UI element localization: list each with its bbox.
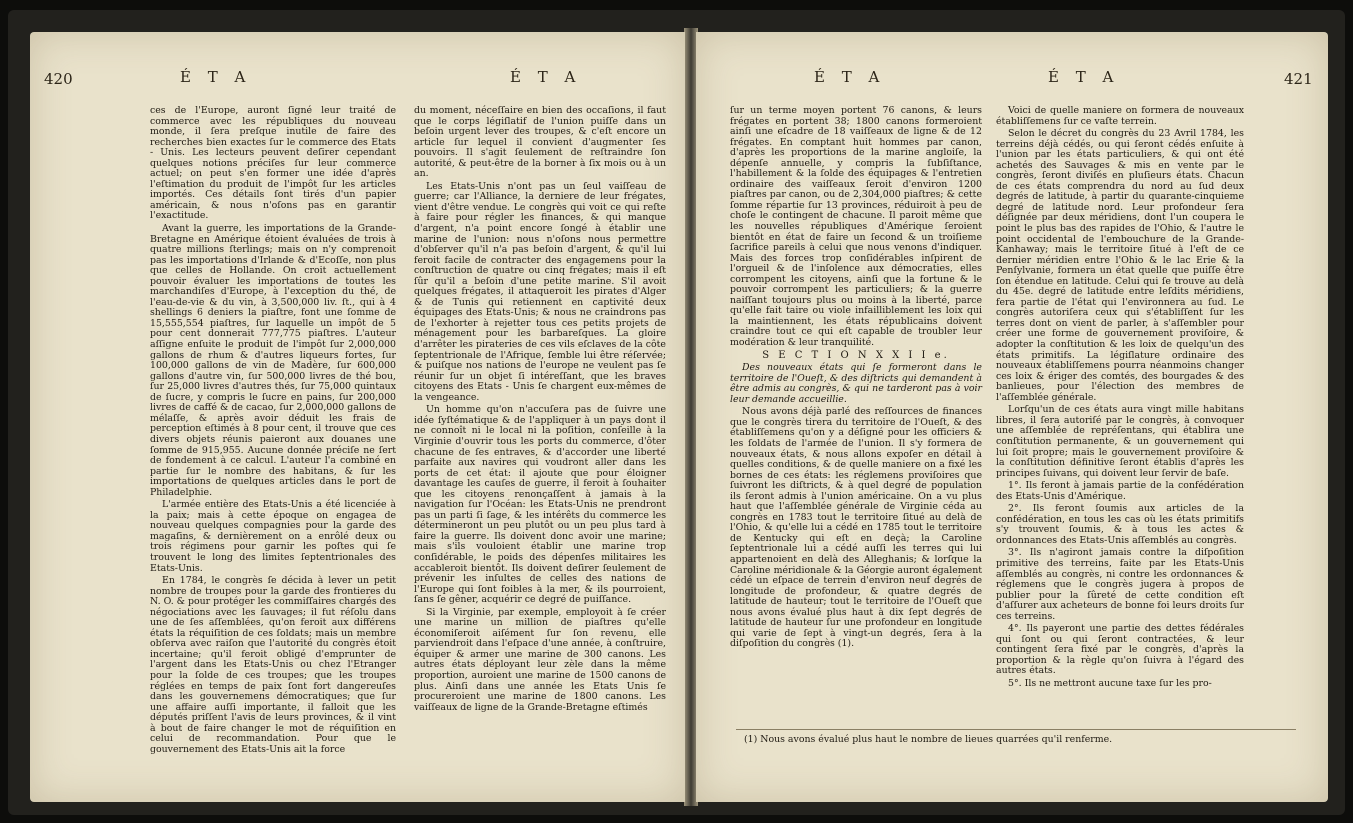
paragraph: Voici de quelle maniere on formera de nouveaux établiſſemens ſur ce vaſte terrein. (996, 105, 1244, 127)
section-summary: Des nouveaux états qui ſe formeront dans le territoire de l'Oueſt, & des diſtricts qui demandent à être admis au congrès, & qui ne tarderont pas à voir leur demande accueillie. (730, 362, 982, 405)
book-spread (8, 10, 1345, 815)
footnote: (1) Nous avons évalué plus haut le nombre de lieues quarrées qu'il renferme. (744, 734, 1113, 745)
paragraph: 3°. Ils n'agiront jamais contre la diſpoſition primitive des terreins, faite par les Etats-Unis aſſemblés au congrès, ni contre les ordonnances & réglemens que le congrès jugera à propos de publier pour la ſûreté de cette condition eſt d'aſſurer aux acheteurs de bonne foi leurs droits ſur ces terreins. (996, 547, 1244, 622)
paragraph: En 1784, le congrès ſe décida à lever un petit nombre de troupes pour la garde des frontieres du N. O. & pour protéger les commiſſaires chargés des négociations avec les ſauvages; il fut réſolu dans une de ſes aſſemblées, qu'on feroit aux différens états la réquiſition de ces ſoldats; mais un membre obſerva avec raiſon que l'autorité du congrès étoit incertaine; qu'il feroit obligé d'emprunter de l'argent dans les Etats-Unis ou chez l'Etranger pour la ſolde de ces troupes; que les troupes réglées en temps de paix ſont fort dangereuſes dans les gouvernemens démocratiques; que ſur une affaire auſſi importante, il falloit que les députés priſſent l'avis de leurs provinces, & il vint à bout de faire changer le mot de réquiſition en celui de recommandation. Pour que le gouvernement des Etats-Unis ait la force (150, 575, 397, 755)
left-header-right: É T A (510, 68, 582, 86)
left-header-left: É T A (180, 68, 252, 86)
footnote-rule (736, 729, 1296, 730)
right-page (696, 32, 1328, 802)
paragraph: Si la Virginie, par exemple, employoit à ſe créer une marine un million de piaſtres qu'elle économiſeroit aiſément ſur ſon revenu, elle parviendroit dans l'eſpace d'une année, à conſtruire, équiper & armer une marine de 300 canons. Les autres états déployant leur zèle dans la même proportion, auroient une marine de 1500 canons de plus. Ainſi dans une année les Etats Unis ſe procureroient une marine de 1800 canons. Les vaiſſeaux de ligne de la Grande-Bretagne eſtimés (414, 606, 666, 713)
right-header-right: É T A (1048, 68, 1120, 86)
section-title: S E C T I O N X X I I e. (762, 349, 950, 361)
paragraph: L'armée entière des Etats-Unis a été licenciée à la paix; mais à cette époque on engagea de nouveau quelques compagnies pour la garde des magaſins, & dernièrement on a enrôlé deux ou trois régimens pour garnir les poſtes qui ſe trouvent le long des limites ſeptentrionales des Etats-Unis. (150, 499, 396, 574)
right-column-2 (996, 106, 1244, 726)
paragraph: 5°. Ils ne mettront aucune taxe ſur les pro- (1008, 677, 1212, 689)
paragraph: Les Etats-Unis n'ont pas un ſeul vaiſſeau de guerre; car l'Alliance, la derniere de leur frégates, vient d'être vendue. Le congrès qui voit ce qui reſte à faire pour régler les finances, & qui manque d'argent, n'a point encore ſongé à établir une marine de l'union: nous n'oſons nous permettre d'obſerver qu'il n'a pas beſoin d'argent, & qu'il lui feroit facile de contracter des engagemens pour la conſtruction de quatre ou cinq frégates; mais il eſt ſûr qu'il a beſoin d'une petite marine. S'il avoit quelques frégates, il attaqueroit les pirates d'Alger & de Tunis qui retiennent en captivité deux équipages des Etats-Unis; & nous ne craindrons pas de l'exhorter à rejetter tous ces petits projets de ménagement pour les barbareſques. La gloire d'arrêter les pirateries de ces vils eſclaves de la côte ſeptentrionale de l'Afrique, ſemble lui être réſervée; & puiſque nos nations de l'europe ne veulent pas ſe réunir ſur un objet ſi intéreſſant, que les braves citoyens des Etats - Unis ſe chargent eux-mêmes de la vengeance. (414, 180, 666, 403)
paragraph: ces de l'Europe, auront ſigné leur traité de commerce avec les républiques du nouveau monde, il ſera preſque inutile de faire des recherches bien exactes ſur le commerce des Etats - Unis. Les lecteurs peuvent deſirer cependant quelques notions préciſes ſur leur commerce actuel; on peut s'en former une idée d'après l'eſtimation du produit de l'impôt ſur les articles importés. Ces détails ſont tirés d'un papier américain, & nous n'oſons pas en garantir l'exactitude. (150, 105, 396, 222)
right-header-left: É T A (814, 68, 886, 86)
left-page (30, 32, 685, 802)
left-column-2 (414, 106, 666, 746)
left-page-number: 420 (44, 70, 73, 88)
paragraph: Avant la guerre, les importations de la Grande-Bretagne en Amérique étoient évaluées de trois à quatre millions ſterlings; mais on n'y comprenoit pas les importations d'Irlande & d'Ecoſſe, non plus que celles de Hollande. On croit actuellement pouvoir évaluer les importations de toutes les marchandiſes d'Europe, à l'exception du thé, de l'eau-de-vie & du vin, à 3,500,000 liv. ſt., qui à 4 shellings 6 deniers la piaſtre, font une ſomme de 15,555,554 piaſtres, ſur laquelle un impôt de 5 pour cent donnerait 777,775 piaſtres. L'auteur aſſigne enſuite le produit de l'impôt ſur 2,000,000 gallons de rhum & d'autres liqueurs fortes, ſur 100,000 gallons de vin de Madère, ſur 600,000 gallons d'autre vin, ſur 500,000 livres de thé bou, ſur 25,000 livres d'autres thés, ſur 75,000 quintaux de ſucre, y compris le ſucre en pains, ſur 200,000 livres de caffé & de cacao, ſur 2,000,000 gallons de mélaſſe, & après avoir déduit les frais de perception eſtimés à 8 pour cent, il trouve que ces divers objets réunis paieront aux douanes une ſomme de 915,955. Aucune donnée préciſe ne ſert de fondement à ce calcul. L'auteur l'a combiné en partie ſur le nombre des habitans, & ſur les importations de quelques articles dans le port de Philadelphie. (150, 223, 396, 498)
left-column-1 (150, 105, 397, 755)
paragraph: 2°. Ils feront ſoumis aux articles de la confédération, en tous les cas où les états primitifs s'y trouvent ſoumis, & à tous les actes & ordonnances des Etats-Unis aſſemblés au congrès. (996, 503, 1244, 546)
paragraph: Selon le décret du congrès du 23 Avril 1784, les terreins déjà cédés, ou qui ſeront cédés enſuite à l'union par les états particuliers, & qui ont été achetés des Sauvages & mis en vente par le congrès, ſeront diviſés en pluſieurs états. Chacun de ces états comprendra du nord au ſud deux degrés de latitude, à partir du quarante-cinquieme degré de latitude nord. Leur profondeur ſera déſignée par deux méridiens, dont l'un coupera le point le plus bas des rapides de l'Ohio, & l'autre le point occidental de l'embouchure de la Grande-Kanhaway; mais le territoire ſitué à l'eſt de ce dernier méridien entre l'Ohio & le lac Erie & la Penſylvanie, formera un état quelle que puiſſe être ſon étendue en latitude. Celui qui ſe trouve au delà du 45e. degré de latitude entre leſdits méridiens, fera partie de l'état qui l'environnera au ſud. Le congrès autoriſera ceux qui s'établiſſent ſur les terres dont on vient de parler, à s'aſſembler pour créer une forme de gouvernement proviſoire, & adopter la conſtitution & les loix de quelqu'un des états primitifs. La légiſlature ordinaire des nouveaux établiſſemens pourra néanmoins changer ces loix & ériger des comtés, des bourgades & des banlieues, pour l'élection des membres de l'aſſemblée générale. (996, 128, 1244, 403)
paragraph: 1°. Ils feront à jamais partie de la confédération des Etats-Unis d'Amérique. (996, 480, 1244, 502)
paragraph: Un homme qu'on n'accuſera pas de ſuivre une idée ſyſtématique & de l'appliquer à un pays dont il ne connoît ni le local ni la poſition, conſeille à la Virginie d'ouvrir tous les ports du commerce, d'ôter chacune de ſes entraves, & d'accorder une liberté parfaite aux navires qui voudront aller dans les ports de cet état: il ajoute que pour éloigner davantage les cauſes de guerre, il feroit à ſouhaiter que les citoyens renonçaſſent à jamais à la navigation ſur l'Océan: les Etats-Unis ne prendront pas un parti ſi ſage, & les intérêts du commerce les détermineront un peu plutôt ou un peu plus tard à faire la guerre. Ils doivent donc avoir une marine; mais s'ils vouloient établir une marine trop conſidérable, le poids des dépenſes militaires les accableroit bientôt. Ils doivent deſirer ſeulement de prévenir les inſultes de celles des nations de l'Europe qui ſont foibles à la mer, & ils pourroient, ſans ſe gêner, acquérir ce degré de puiſſance. (414, 404, 666, 606)
paragraph: 4°. Ils payeront une partie des dettes fédérales qui ſont ou qui ſeront contractées, & leur contingent ſera fixé par le congrès, d'après la proportion & la règle qu'on ſuivra à l'égard des autres états. (996, 623, 1244, 677)
paragraph: du moment, néceſſaire en bien des occaſions, il faut que le corps légiſlatif de l'union puiſſe dans un beſoin urgent lever des troupes, & c'eſt encore un article ſur lequel il convient d'augmenter ſes pouvoirs. Il s'agit ſeulement de reſtraindre ſon autorité, & peut-être de la borner à ſix mois ou à un an. (414, 105, 666, 180)
paragraph: ſur un terme moyen portent 76 canons, & leurs frégates en portent 38; 1800 canons formeroient ainſi une eſcadre de 18 vaiſſeaux de ligne & de 12 frégates. En comptant huit hommes par canon, d'après les proportions de la marine angloiſe, la dépenſe annuelle, y compris la ſubſiſtance, l'habillement & la ſolde des équipages & l'entretien ordinaire des vaiſſeaux ſeroit d'environ 1200 piaſtres par canon, ou de 2,304,000 piaſtres; & cette ſomme répartie ſur 13 provinces, réduiroit à peu de choſe le contingent de chacune. Il paroit même que les nouvelles républiques d'Amérique ſeroient bientôt en état de faire un ſecond & un troiſieme ſacrifice pareils à celui que nous venons d'indiquer. Mais des forces trop conſidérables inſpirent de l'orgueil & de l'inſolence aux démocraties, elles corrompent les citoyens, ainſi que la fortune & le pouvoir corrompent les particuliers; & la guerre naiſſant toujours plus ou moins à la liberté, parce qu'elle fait taire ou viole infailliblement les loix qui la maintiennent, les états républicains doivent craindre tout ce qui eſt capable de troubler leur modération & leur tranquilité. (730, 105, 982, 349)
paragraph: Nous avons déjà parlé des reſſources de finances que le congrès tirera du territoire de l'Oueſt, & des établiſſemens qu'on y a déſigné pour les officiers & les ſoldats de l'armée de l'union. Il s'y formera de nouveaux états, & nous allons expoſer en détail à quelles conditions, & de quelle maniere on a fixé les bornes de ces états: les réglemens proviſoires que ſuivront les diſtricts, & à quel degré de population ils ſeront admis à l'union américaine. On a vu plus haut que l'aſſemblée générale de Virginie céda au congrès en 1783 tout le territoire ſitué au delà de l'Ohio, & qu'elle lui a cédé en 1785 tout le territoire de Kentucky qui eſt en deçà; la Caroline ſeptentrionale lui a cédé auſſi les terres qui lui appartenoient en delà des Alleghanis; & lorſque la Caroline méridionale & la Géorgie auront également cédé un eſpace de terrein d'environ neuf degrés de longitude de profondeur, & quatre degrés de latitude de hauteur; tout le territoire de l'Oueſt que nous avons évalué plus haut à dix ſept degrés de latitude de hauteur ſur une profondeur en longitude qui varie de ſept à vingt-un degrés, ſera à la diſpoſition du congrès (1). (730, 406, 982, 650)
right-page-number: 421 (1284, 70, 1313, 88)
paragraph: Lorſqu'un de ces états aura vingt mille habitans libres, il ſera autoriſé par le congrès, à convoquer une aſſemblée de repréſentans, qui établira une conſtitution permanente, & un gouvernement qui lui ſoit propre; mais le gouvernement proviſoire & la conſtitution définitive ſeront établis d'après les principes ſuivans, qui doivent leur ſervir de baſe. (996, 404, 1244, 479)
right-column-1 (730, 106, 982, 726)
